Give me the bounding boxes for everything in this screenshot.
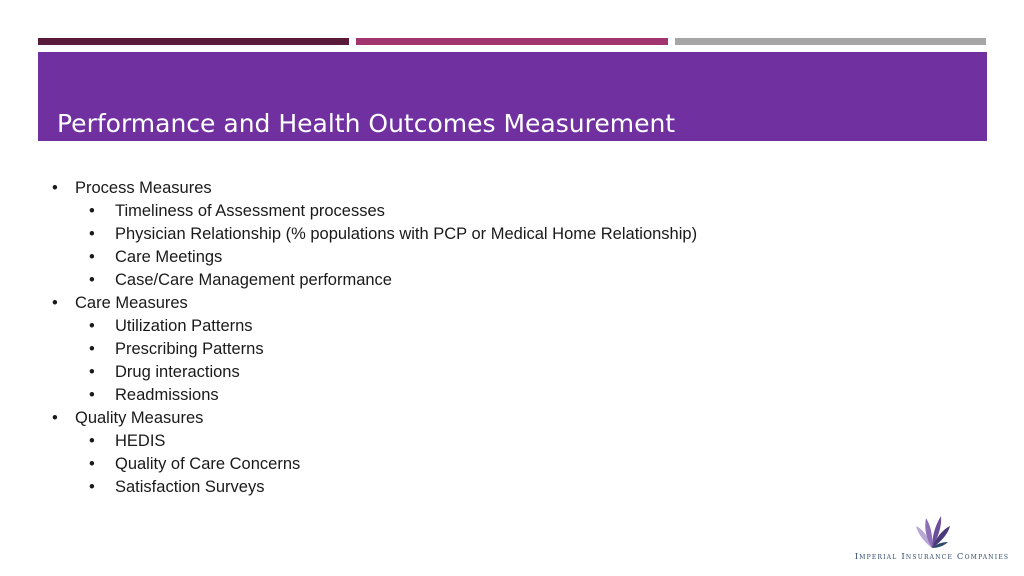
bullet-text: Drug interactions — [115, 363, 240, 381]
bullet-item-level2 — [52, 315, 852, 338]
bullet-text: Care Measures — [75, 294, 188, 312]
bullet-text: HEDIS — [115, 432, 166, 450]
bullet-marker: • — [89, 202, 95, 220]
bullet-marker: • — [89, 225, 95, 243]
bullet-text: Case/Care Management performance — [115, 271, 392, 289]
top-accent-bars — [38, 38, 986, 45]
outline — [52, 177, 852, 499]
lotus-petals-icon — [910, 514, 954, 550]
bullet-marker: • — [52, 409, 58, 427]
bullet-item-level1 — [52, 407, 852, 430]
bullet-text: Quality Measures — [75, 409, 204, 427]
bullet-item-level2 — [52, 338, 852, 361]
company-logo — [846, 514, 1018, 570]
accent-bar-dark — [38, 38, 349, 45]
bullet-item-level2 — [52, 200, 852, 223]
bullet-text: Process Measures — [75, 179, 212, 197]
slide-title: Performance and Health Outcomes Measurement — [57, 109, 676, 138]
accent-bar-magenta — [356, 38, 667, 45]
logo-wordmark: Imperial Insurance Companies — [854, 552, 1010, 562]
bullet-item-level2 — [52, 361, 852, 384]
accent-bar-gray — [675, 38, 986, 45]
bullet-item-level2 — [52, 453, 852, 476]
bullet-marker: • — [89, 363, 95, 381]
bullet-item-level1 — [52, 292, 852, 315]
bullet-marker: • — [89, 271, 95, 289]
bullet-text: Care Meetings — [115, 248, 223, 266]
bullet-text: Utilization Patterns — [115, 317, 253, 335]
bullet-marker: • — [52, 179, 58, 197]
bullet-marker: • — [89, 478, 95, 496]
bullet-text: Physician Relationship (% populations with PCP or Medical Home Relationship) — [115, 225, 698, 243]
bullet-text: Readmissions — [115, 386, 219, 404]
bullet-marker: • — [52, 294, 58, 312]
bullet-marker: • — [89, 432, 95, 450]
bullet-marker: • — [89, 386, 95, 404]
bullet-marker: • — [89, 340, 95, 358]
bullet-marker: • — [89, 317, 95, 335]
bullet-item-level2 — [52, 269, 852, 292]
bullet-text: Quality of Care Concerns — [115, 455, 301, 473]
bullet-marker: • — [89, 248, 95, 266]
bullet-list — [52, 177, 852, 499]
bullet-item-level2 — [52, 384, 852, 407]
title-band — [38, 52, 987, 141]
bullet-item-level2 — [52, 223, 852, 246]
bullet-item-level1 — [52, 177, 852, 200]
bullet-item-level2 — [52, 476, 852, 499]
bullet-text: Prescribing Patterns — [115, 340, 264, 358]
bullet-item-level2 — [52, 430, 852, 453]
bullet-text: Satisfaction Surveys — [115, 478, 265, 496]
bullet-marker: • — [89, 455, 95, 473]
bullet-text: Timeliness of Assessment processes — [115, 202, 385, 220]
bullet-item-level2 — [52, 246, 852, 269]
